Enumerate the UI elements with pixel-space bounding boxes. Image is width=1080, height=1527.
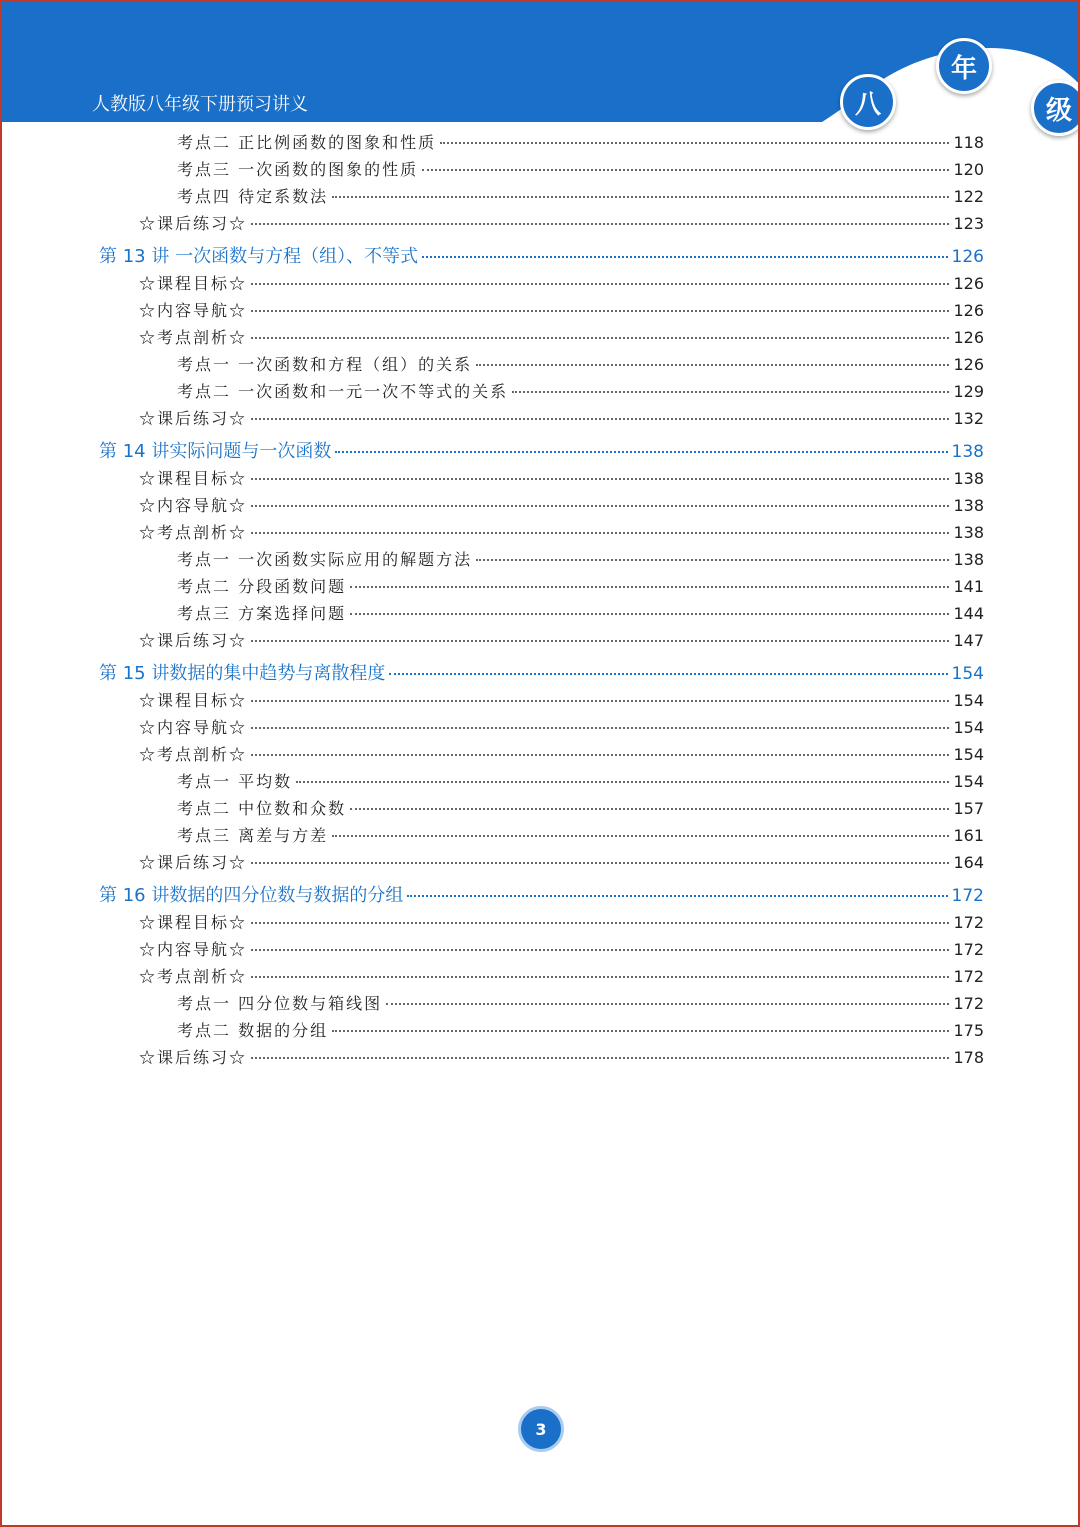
toc-leader-dots bbox=[350, 613, 949, 615]
toc-entry-label: ☆内容导航☆ bbox=[139, 496, 248, 515]
toc-page-number: 172 bbox=[953, 967, 984, 986]
toc-chapter-row[interactable] bbox=[99, 437, 984, 463]
toc-page-number: 138 bbox=[953, 469, 984, 488]
toc-leader-dots bbox=[251, 949, 949, 951]
toc-leader-dots bbox=[251, 223, 949, 225]
toc-section-row[interactable] bbox=[139, 688, 984, 714]
toc-entry-label: ☆课后练习☆ bbox=[139, 214, 248, 233]
toc-leader-dots bbox=[476, 364, 949, 366]
page-number-badge: 3 bbox=[518, 1406, 564, 1452]
toc-page-number: 120 bbox=[953, 160, 984, 179]
toc-page-number: 126 bbox=[953, 328, 984, 347]
toc-page-number: 126 bbox=[953, 301, 984, 320]
toc-entry-label: 考点二 数据的分组 bbox=[177, 1021, 329, 1040]
grade-badge-char-3: 级 bbox=[1031, 80, 1080, 136]
toc-leader-dots bbox=[422, 256, 947, 258]
toc-entry-label: 第 14 讲实际问题与一次函数 bbox=[99, 441, 332, 462]
toc-page-number: 154 bbox=[953, 691, 984, 710]
toc-page-number: 126 bbox=[953, 274, 984, 293]
toc-page-number: 172 bbox=[953, 994, 984, 1013]
toc-subsection-row[interactable] bbox=[177, 352, 984, 378]
toc-entry-label: 考点一 平均数 bbox=[177, 772, 293, 791]
toc-page-number: 154 bbox=[953, 718, 984, 737]
toc-subsection-row[interactable] bbox=[177, 157, 984, 183]
toc-leader-dots bbox=[407, 895, 947, 897]
toc-leader-dots bbox=[251, 310, 949, 312]
toc-leader-dots bbox=[251, 283, 949, 285]
toc-subsection-row[interactable] bbox=[177, 601, 984, 627]
toc-section-row[interactable] bbox=[139, 715, 984, 741]
toc-entry-label: ☆课后练习☆ bbox=[139, 409, 248, 428]
toc-section-row[interactable] bbox=[139, 742, 984, 768]
toc-entry-label: 考点一 一次函数和方程（组）的关系 bbox=[177, 355, 473, 374]
grade-badge-char-2: 年 bbox=[936, 38, 992, 94]
toc-page-number: 175 bbox=[953, 1021, 984, 1040]
toc-entry-label: 第 15 讲数据的集中趋势与离散程度 bbox=[99, 663, 386, 684]
toc-entry-label: ☆课后练习☆ bbox=[139, 853, 248, 872]
toc-section-row[interactable] bbox=[139, 850, 984, 876]
toc-entry-label: 考点二 分段函数问题 bbox=[177, 577, 347, 596]
toc-entry-label: ☆考点剖析☆ bbox=[139, 745, 248, 764]
toc-entry-label: 考点四 待定系数法 bbox=[177, 187, 329, 206]
toc-entry-label: 考点一 一次函数实际应用的解题方法 bbox=[177, 550, 473, 569]
toc-leader-dots bbox=[251, 1057, 949, 1059]
toc-entry-label: ☆考点剖析☆ bbox=[139, 328, 248, 347]
toc-page-number: 118 bbox=[953, 133, 984, 152]
toc-leader-dots bbox=[335, 451, 947, 453]
toc-entry-label: 第 16 讲数据的四分位数与数据的分组 bbox=[99, 885, 404, 906]
toc-page-number: 172 bbox=[953, 940, 984, 959]
toc-subsection-row[interactable] bbox=[177, 130, 984, 156]
toc-leader-dots bbox=[350, 808, 949, 810]
toc-page-number: 172 bbox=[951, 886, 984, 906]
toc-chapter-row[interactable] bbox=[99, 659, 984, 685]
toc-entry-label: ☆课程目标☆ bbox=[139, 913, 248, 932]
toc-leader-dots bbox=[251, 754, 949, 756]
toc-leader-dots bbox=[251, 337, 949, 339]
toc-section-row[interactable] bbox=[139, 964, 984, 990]
toc-section-row[interactable] bbox=[139, 298, 984, 324]
toc-page-number: 126 bbox=[953, 355, 984, 374]
toc-leader-dots bbox=[332, 835, 949, 837]
toc-leader-dots bbox=[422, 169, 949, 171]
toc-entry-label: 考点二 一次函数和一元一次不等式的关系 bbox=[177, 382, 509, 401]
toc-page-number: 164 bbox=[953, 853, 984, 872]
toc-subsection-row[interactable] bbox=[177, 574, 984, 600]
toc-leader-dots bbox=[296, 781, 949, 783]
toc-entry-label: ☆课程目标☆ bbox=[139, 469, 248, 488]
toc-entry-label: ☆内容导航☆ bbox=[139, 301, 248, 320]
toc-leader-dots bbox=[389, 673, 947, 675]
toc-leader-dots bbox=[512, 391, 949, 393]
toc-entry-label: 考点三 方案选择问题 bbox=[177, 604, 347, 623]
toc-entry-label: ☆内容导航☆ bbox=[139, 718, 248, 737]
toc-section-row[interactable] bbox=[139, 466, 984, 492]
toc-subsection-row[interactable] bbox=[177, 769, 984, 795]
toc-entry-label: ☆课程目标☆ bbox=[139, 691, 248, 710]
toc-page-number: 172 bbox=[953, 913, 984, 932]
toc-subsection-row[interactable] bbox=[177, 796, 984, 822]
toc-leader-dots bbox=[476, 559, 949, 561]
toc-page-number: 154 bbox=[953, 745, 984, 764]
toc-entry-label: ☆内容导航☆ bbox=[139, 940, 248, 959]
toc-leader-dots bbox=[251, 862, 949, 864]
toc-section-row[interactable] bbox=[139, 271, 984, 297]
toc-section-row[interactable] bbox=[139, 520, 984, 546]
toc-leader-dots bbox=[350, 586, 949, 588]
toc-page-number: 138 bbox=[951, 442, 984, 462]
toc-page-number: 154 bbox=[953, 772, 984, 791]
toc-section-row[interactable] bbox=[139, 910, 984, 936]
page-header bbox=[2, 2, 1080, 126]
toc-chapter-row[interactable] bbox=[99, 881, 984, 907]
toc-leader-dots bbox=[251, 505, 949, 507]
toc-page-number: 161 bbox=[953, 826, 984, 845]
toc-entry-label: ☆考点剖析☆ bbox=[139, 967, 248, 986]
toc-leader-dots bbox=[386, 1003, 949, 1005]
toc-page-number: 123 bbox=[953, 214, 984, 233]
toc-page-number: 157 bbox=[953, 799, 984, 818]
grade-badge-char-1: 八 bbox=[840, 74, 896, 130]
toc-page-number: 138 bbox=[953, 550, 984, 569]
toc-leader-dots bbox=[251, 727, 949, 729]
toc-subsection-row[interactable] bbox=[177, 379, 984, 405]
toc-leader-dots bbox=[251, 640, 949, 642]
toc-page-number: 132 bbox=[953, 409, 984, 428]
toc-page-number: 141 bbox=[953, 577, 984, 596]
toc-leader-dots bbox=[251, 532, 949, 534]
toc-entry-label: ☆考点剖析☆ bbox=[139, 523, 248, 542]
toc-page-number: 122 bbox=[953, 187, 984, 206]
toc-chapter-row[interactable] bbox=[99, 242, 984, 268]
toc-leader-dots bbox=[440, 142, 949, 144]
toc-page-number: 138 bbox=[953, 496, 984, 515]
toc-subsection-row[interactable] bbox=[177, 991, 984, 1017]
header-title: 人教版八年级下册预习讲义 bbox=[92, 94, 308, 115]
toc-entry-label: ☆课程目标☆ bbox=[139, 274, 248, 293]
toc-section-row[interactable] bbox=[139, 937, 984, 963]
toc-subsection-row[interactable] bbox=[177, 823, 984, 849]
toc-page-number: 154 bbox=[951, 664, 984, 684]
toc-section-row[interactable] bbox=[139, 1045, 984, 1071]
toc-section-row[interactable] bbox=[139, 211, 984, 237]
toc-section-row[interactable] bbox=[139, 628, 984, 654]
toc-leader-dots bbox=[251, 976, 949, 978]
toc-subsection-row[interactable] bbox=[177, 547, 984, 573]
toc-entry-label: ☆课后练习☆ bbox=[139, 631, 248, 650]
toc-entry-label: 考点一 四分位数与箱线图 bbox=[177, 994, 383, 1013]
toc-entry-label: 考点二 正比例函数的图象和性质 bbox=[177, 133, 437, 152]
toc-leader-dots bbox=[251, 700, 949, 702]
toc-subsection-row[interactable] bbox=[177, 1018, 984, 1044]
toc-page-number: 138 bbox=[953, 523, 984, 542]
toc-page-number: 129 bbox=[953, 382, 984, 401]
toc-page-number: 126 bbox=[951, 247, 984, 267]
toc-leader-dots bbox=[251, 418, 949, 420]
toc-entry-label: 考点二 中位数和众数 bbox=[177, 799, 347, 818]
toc-page-number: 178 bbox=[953, 1048, 984, 1067]
toc-entry-label: 考点三 一次函数的图象的性质 bbox=[177, 160, 419, 179]
toc-leader-dots bbox=[251, 478, 949, 480]
toc-section-row[interactable] bbox=[139, 325, 984, 351]
toc-section-row[interactable] bbox=[139, 493, 984, 519]
toc-entry-label: 考点三 离差与方差 bbox=[177, 826, 329, 845]
toc-page-number: 144 bbox=[953, 604, 984, 623]
toc-page-number: 147 bbox=[953, 631, 984, 650]
toc-leader-dots bbox=[251, 922, 949, 924]
toc-section-row[interactable] bbox=[139, 406, 984, 432]
toc-leader-dots bbox=[332, 1030, 949, 1032]
toc-entry-label: ☆课后练习☆ bbox=[139, 1048, 248, 1067]
toc-leader-dots bbox=[332, 196, 949, 198]
toc-subsection-row[interactable] bbox=[177, 184, 984, 210]
toc-entry-label: 第 13 讲 一次函数与方程（组）、不等式 bbox=[99, 246, 419, 267]
